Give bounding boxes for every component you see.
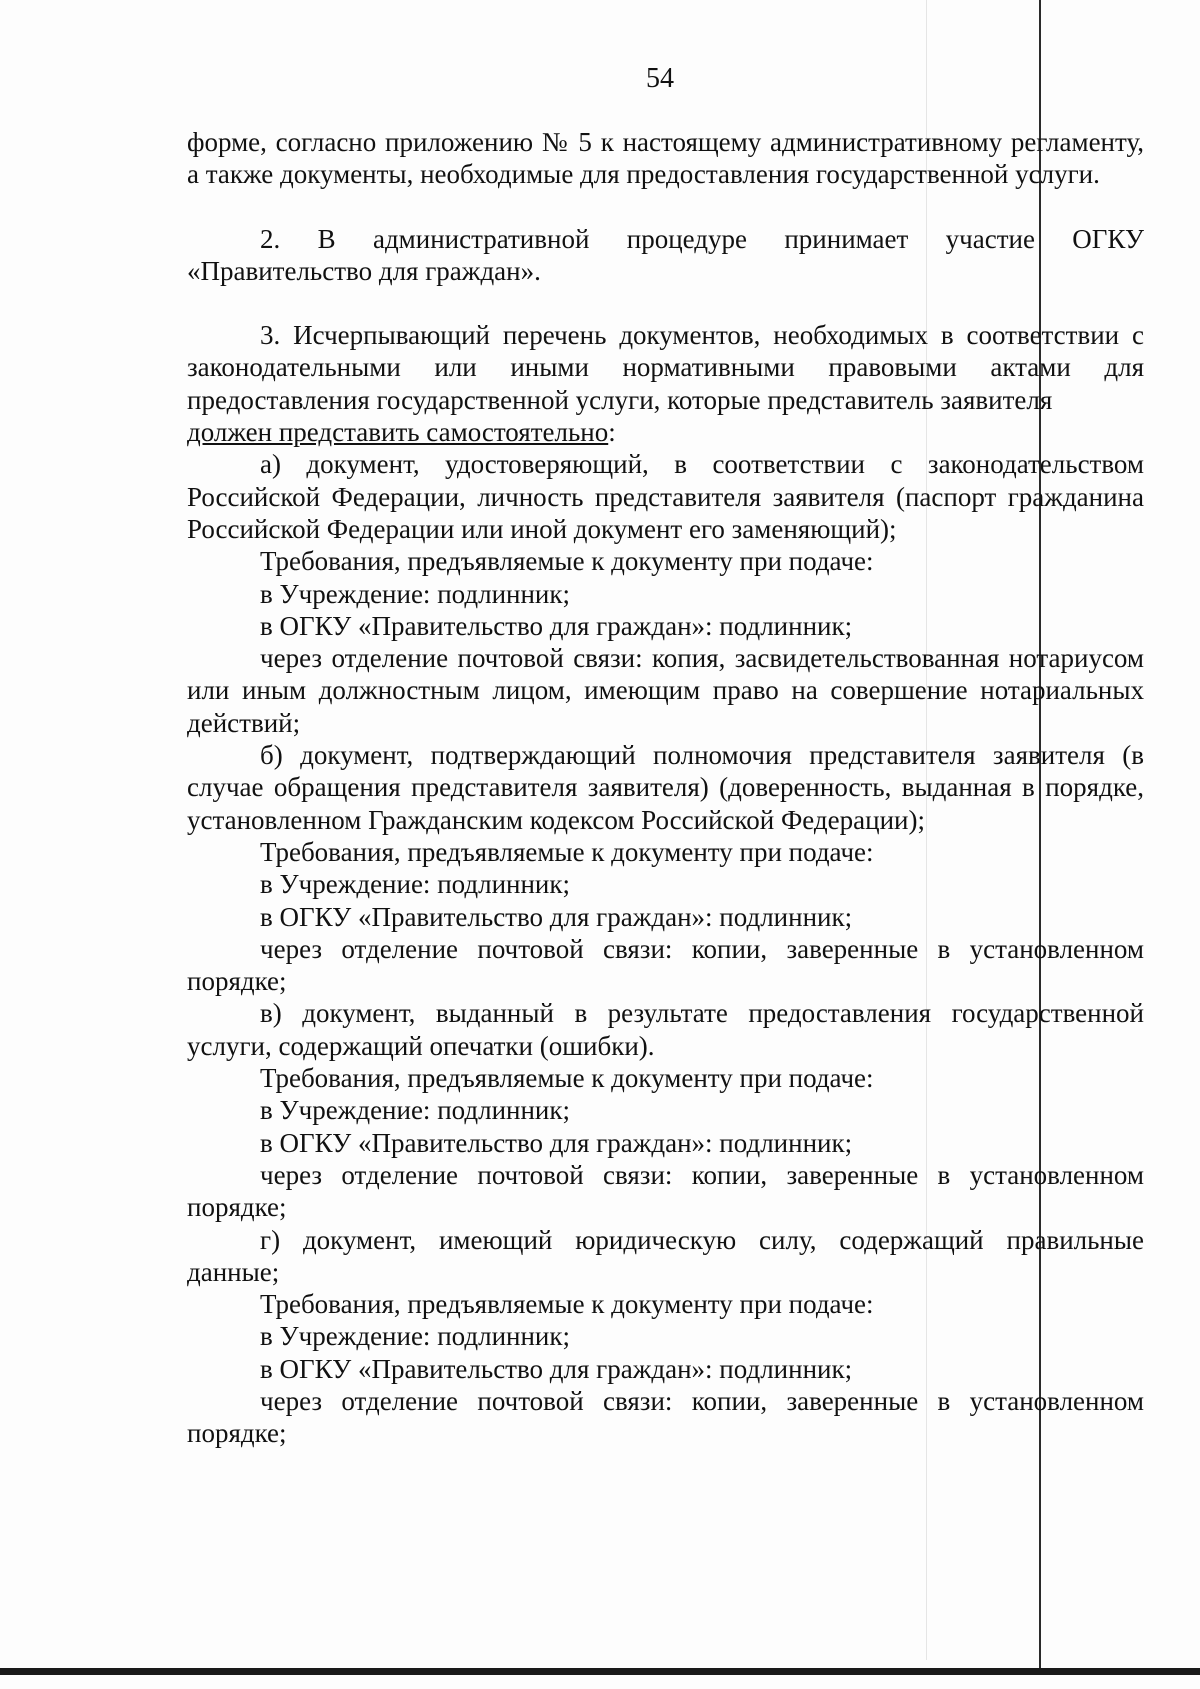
- item-g-requirements: Требования, предъявляемые к документу при подаче:: [260, 1289, 874, 1320]
- paragraph-3-underlined: должен представить самостоятельно: [187, 417, 609, 448]
- item-a-ogku: в ОГКУ «Правительство для граждан»: подлинник;: [260, 610, 853, 641]
- paragraph-spacer: [187, 191, 1144, 223]
- item-g-post: через отделение почтовой связи: копии, заверенные в установленном порядке;: [187, 1385, 1144, 1449]
- scan-bottom-border: [0, 1668, 1200, 1675]
- item-v-post: через отделение почтовой связи: копии, заверенные в установленном порядке;: [187, 1159, 1144, 1223]
- paragraph-3: [187, 319, 1144, 448]
- item-v: в) документ, выданный в результате предоставления государственной услуги, содержащий опечатки (ошибки).: [187, 998, 1144, 1061]
- paragraph-continuation: форме, согласно приложению № 5 к настоящему административному регламенту, а также документы, необходимые для предоставления государственной услуги.: [187, 127, 1144, 190]
- document-body: [187, 126, 1144, 1450]
- paragraph-2: 2. В административной процедуре принимает участие ОГКУ «Правительство для граждан».: [187, 223, 1144, 286]
- item-v-institution: в Учреждение: подлинник;: [260, 1095, 570, 1126]
- item-a-requirements: Требования, предъявляемые к документу при подаче:: [260, 546, 874, 577]
- item-b-institution: в Учреждение: подлинник;: [260, 869, 570, 900]
- paragraph-3-text: 3. Исчерпывающий перечень документов, необходимых в соответствии с законодательными или иными нормативными правовыми актами для предоставления государственной услуги, которые представитель заявителя: [187, 320, 1144, 415]
- paragraph-3-colon: :: [608, 417, 616, 448]
- item-b-ogku: в ОГКУ «Правительство для граждан»: подлинник;: [260, 901, 853, 932]
- item-v-requirements: Требования, предъявляемые к документу при подаче:: [260, 1063, 874, 1094]
- item-v-ogku: в ОГКУ «Правительство для граждан»: подлинник;: [260, 1127, 853, 1158]
- item-a-post: через отделение почтовой связи: копия, засвидетельствованная нотариусом или иным должностным лицом, имеющим право на совершение нотариальных действий;: [187, 643, 1144, 738]
- item-b-post: через отделение почтовой связи: копии, заверенные в установленном порядке;: [187, 933, 1144, 997]
- item-b: б) документ, подтверждающий полномочия представителя заявителя (в случае обращения представителя заявителя) (доверенность, выданная в порядке, установленном Гражданским кодексом Российской Федерации);: [187, 740, 1144, 835]
- item-a-institution: в Учреждение: подлинник;: [260, 578, 570, 609]
- page-number: 54: [646, 63, 674, 94]
- item-g-institution: в Учреждение: подлинник;: [260, 1321, 570, 1352]
- paragraph-spacer: [187, 287, 1144, 319]
- item-g-ogku: в ОГКУ «Правительство для граждан»: подлинник;: [260, 1353, 853, 1384]
- item-g: г) документ, имеющий юридическую силу, содержащий правильные данные;: [187, 1224, 1144, 1287]
- item-b-requirements: Требования, предъявляемые к документу при подаче:: [260, 836, 874, 867]
- item-a: а) документ, удостоверяющий, в соответствии с законодательством Российской Федерации, личность представителя заявителя (паспорт гражданина Российской Федерации или иной документ его заменяющий);: [187, 449, 1144, 544]
